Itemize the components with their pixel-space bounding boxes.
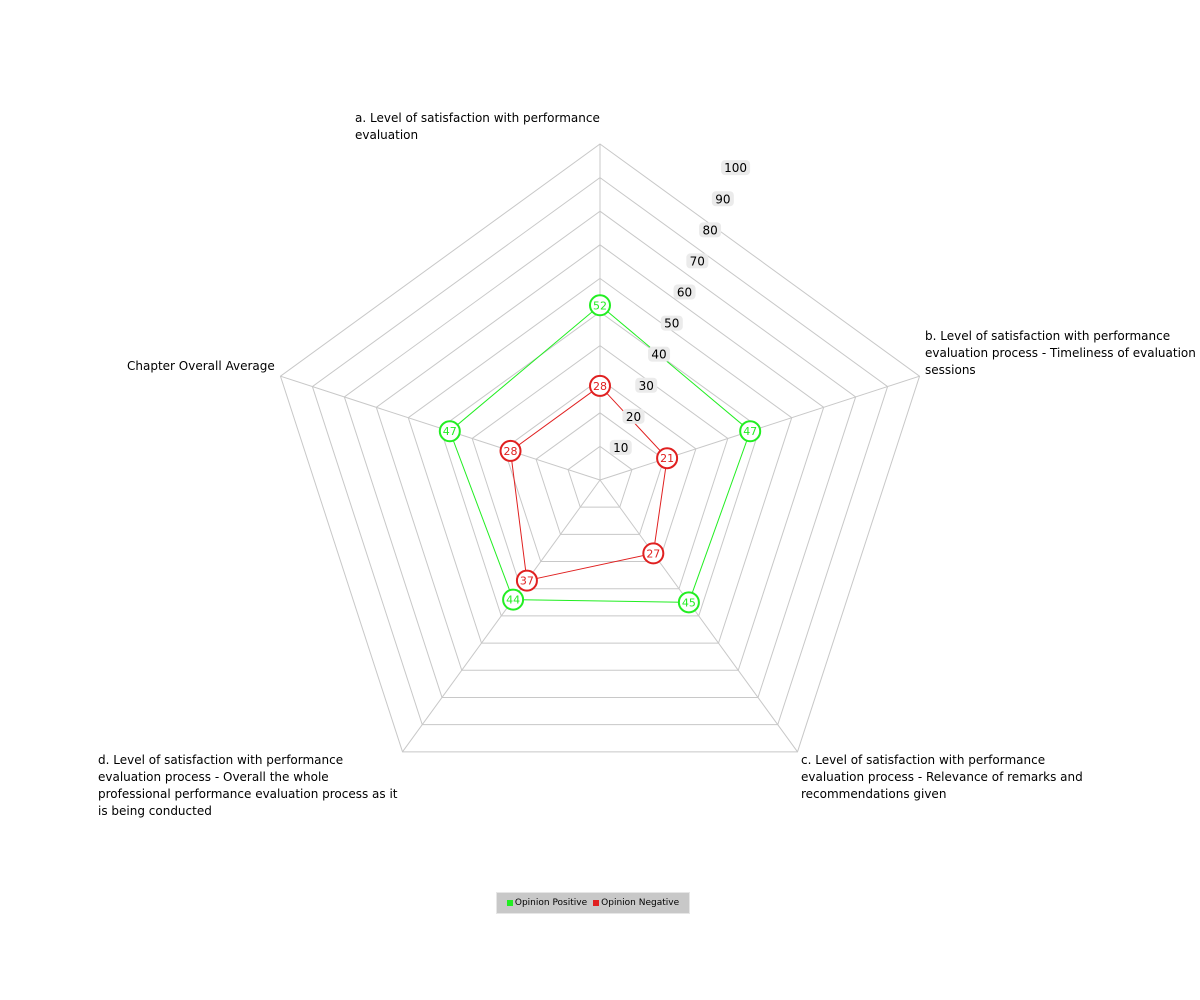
data-point-label: 52 (593, 299, 607, 313)
data-point-negative (517, 571, 537, 591)
legend-item-positive (507, 898, 587, 908)
chart-legend (496, 892, 690, 914)
data-point-label: 28 (593, 379, 607, 393)
data-point-negative (643, 543, 663, 563)
tick-label (635, 378, 657, 393)
tick-label-text: 20 (625, 409, 642, 424)
axis-label-c: c. Level of satisfaction with performance evaluation process - Relevance of remarks and recommendations given (801, 753, 1083, 801)
tick-label (721, 160, 750, 175)
legend-item-negative (593, 898, 679, 908)
axis-label-a: a. Level of satisfaction with performance evaluation (355, 111, 600, 142)
tick-label-text: 10 (613, 440, 629, 455)
legend-label-positive: Opinion Positive (514, 898, 588, 908)
tick-label-text: 90 (715, 192, 731, 207)
data-point-positive (440, 421, 460, 441)
radar-tick-labels (610, 160, 750, 455)
radar-grid (280, 144, 919, 752)
tick-label (699, 222, 721, 237)
data-point-label: 45 (681, 596, 696, 610)
tick-label (674, 285, 696, 300)
data-point-label: 37 (519, 574, 534, 588)
tick-label (623, 409, 645, 424)
data-point-positive (679, 592, 699, 612)
tick-label (686, 253, 708, 268)
data-point-positive (740, 421, 760, 441)
data-point-label: 21 (660, 452, 675, 466)
data-point-positive (590, 295, 610, 315)
data-point-label: 47 (442, 425, 457, 439)
tick-label (712, 191, 734, 206)
tick-label-text: 60 (676, 285, 693, 300)
axis-label-d: d. Level of satisfaction with performance evaluation process - Overall the whole professional performance evaluation process as it is being conducted (98, 753, 398, 818)
data-point-label: 28 (503, 444, 518, 458)
axis-label-overall: Chapter Overall Average (127, 359, 275, 373)
tick-label (610, 440, 632, 455)
tick-label-text: 50 (664, 316, 680, 331)
tick-label-text: 70 (689, 254, 705, 269)
legend-swatch-positive (507, 900, 513, 906)
tick-label-text: 80 (702, 223, 718, 238)
tick-label (648, 347, 670, 362)
data-point-label: 44 (506, 593, 521, 607)
data-point-negative (657, 448, 677, 468)
legend-swatch-negative (593, 900, 599, 906)
legend-label-negative: Opinion Negative (601, 898, 680, 908)
data-point-negative (590, 376, 610, 396)
tick-label-text: 30 (638, 378, 654, 393)
tick-label-text: 100 (724, 161, 748, 176)
data-point-negative (501, 441, 521, 461)
axis-label-b: b. Level of satisfaction with performance evaluation process - Timeliness of evaluation sessions (925, 329, 1196, 377)
data-point-positive (503, 590, 523, 610)
data-point-label: 47 (743, 425, 758, 439)
tick-label (661, 316, 683, 331)
tick-label-text: 40 (651, 347, 667, 362)
data-point-label: 27 (646, 547, 661, 561)
